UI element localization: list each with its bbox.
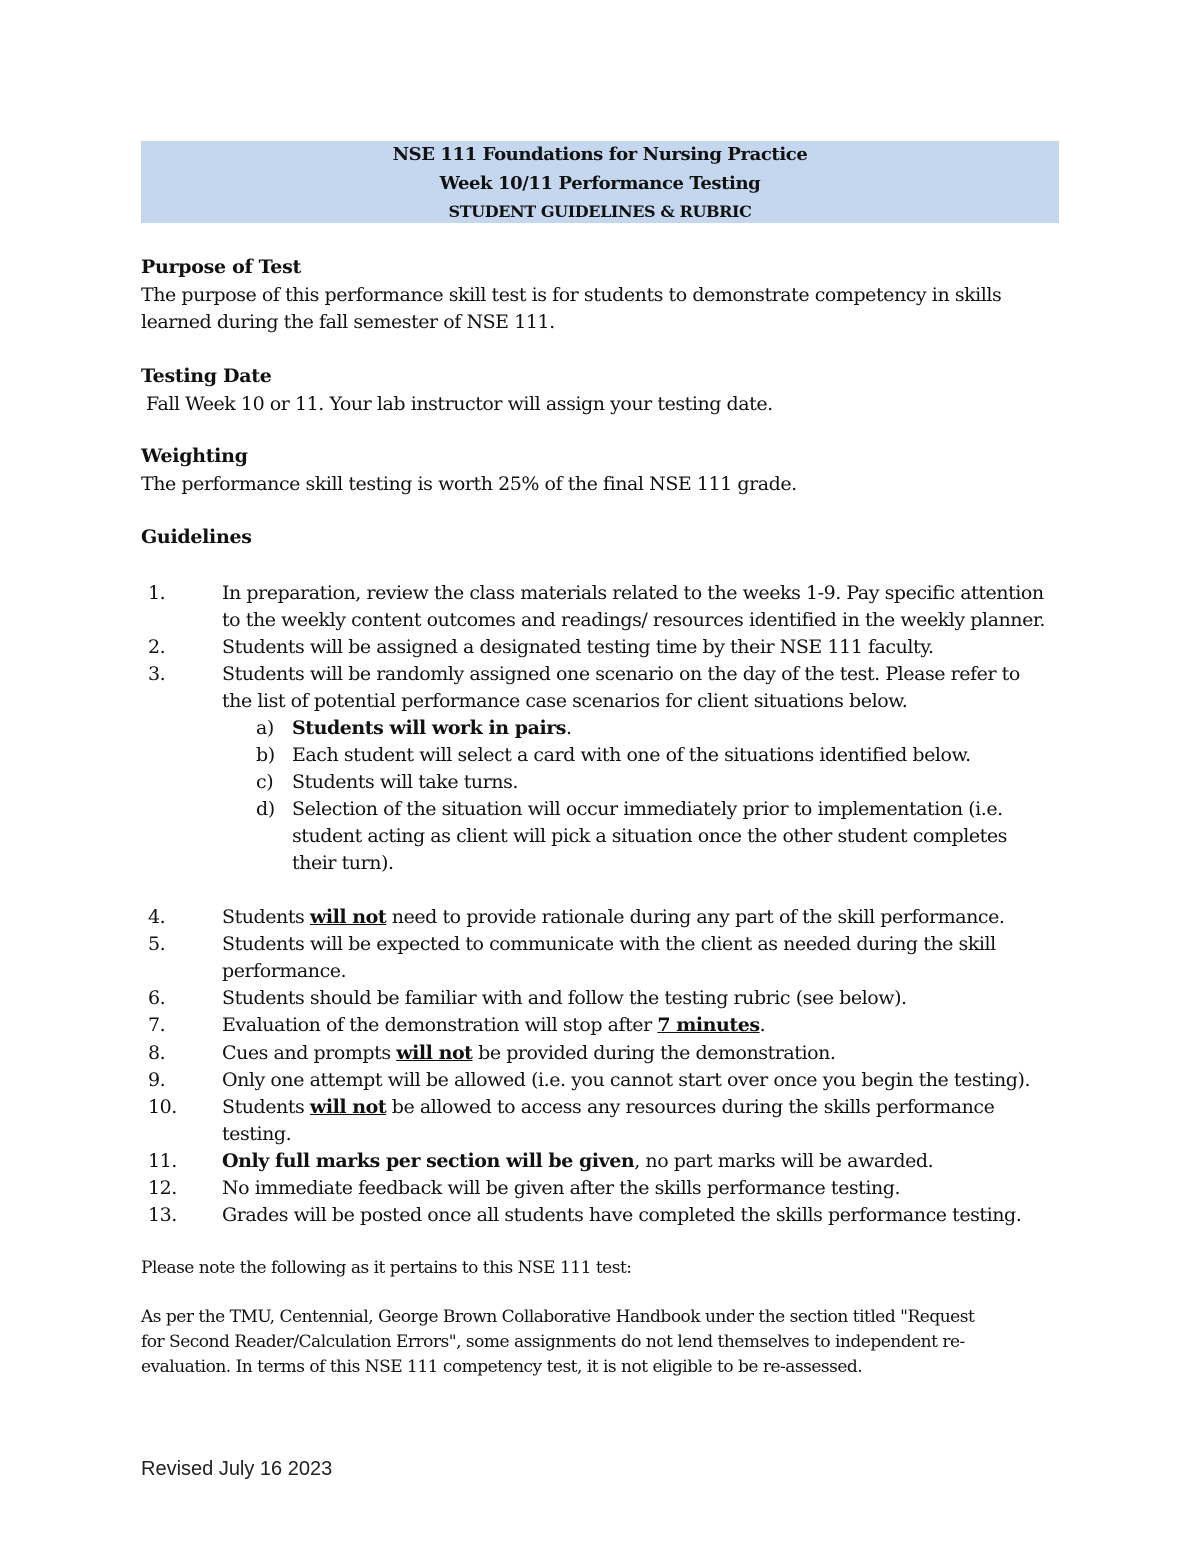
course-title: NSE 111 Foundations for Nursing Practice bbox=[392, 144, 808, 165]
item-text: Students will be randomly assigned one scenario on the day of the test. Please refer to bbox=[222, 663, 1020, 685]
item-number: 7. bbox=[148, 1014, 166, 1036]
testing-date-heading: Testing Date bbox=[141, 365, 272, 387]
item-number: 9. bbox=[148, 1069, 166, 1091]
item-text: performance. bbox=[222, 960, 347, 982]
note-line: evaluation. In terms of this NSE 111 competency test, it is not eligible to be re-assessed. bbox=[141, 1357, 863, 1377]
item-text bbox=[222, 1094, 1062, 1121]
item-text-rest: . bbox=[566, 717, 572, 739]
item-text-post: need to provide rationale during any part of the skill performance. bbox=[386, 906, 1005, 928]
note-line: As per the TMU, Centennial, George Brown Collaborative Handbook under the section titled "Request bbox=[141, 1307, 975, 1327]
item-text: Each student will select a card with one of the situations identified below. bbox=[292, 744, 971, 766]
item-letter: c) bbox=[256, 771, 274, 793]
item-number: 1. bbox=[148, 582, 166, 604]
bold-text: Only full marks per section will be given bbox=[222, 1150, 635, 1172]
item-text-pre: Students bbox=[222, 906, 310, 928]
item-number: 3. bbox=[148, 663, 166, 685]
guidelines-heading: Guidelines bbox=[141, 526, 252, 548]
purpose-heading: Purpose of Test bbox=[141, 256, 301, 278]
note-line: for Second Reader/Calculation Errors", some assignments do not lend themselves to independent re- bbox=[141, 1332, 965, 1352]
item-text: the list of potential performance case scenarios for client situations below. bbox=[222, 690, 908, 712]
item-text: to the weekly content outcomes and readings/ resources identified in the weekly planner. bbox=[222, 609, 1046, 631]
item-text: Selection of the situation will occur immediately prior to implementation (i.e. bbox=[292, 798, 1003, 820]
purpose-text bbox=[141, 282, 1051, 336]
item-text-rest: , no part marks will be awarded. bbox=[634, 1150, 934, 1172]
item-text bbox=[292, 715, 1032, 742]
item-number: 13. bbox=[148, 1204, 177, 1226]
item-number: 6. bbox=[148, 987, 166, 1009]
item-text bbox=[222, 1040, 1062, 1067]
weighting-heading: Weighting bbox=[141, 445, 248, 467]
purpose-line-1: The purpose of this performance skill test is for students to demonstrate competency in skills bbox=[141, 284, 1002, 306]
item-text bbox=[222, 1012, 1062, 1039]
item-number: 5. bbox=[148, 933, 166, 955]
item-text: testing. bbox=[222, 1123, 292, 1145]
item-text-post: . bbox=[759, 1014, 766, 1036]
item-text-pre: Cues and prompts bbox=[222, 1042, 397, 1064]
weighting-text: The performance skill testing is worth 25% of the final NSE 111 grade. bbox=[141, 473, 797, 495]
item-text bbox=[222, 1148, 1062, 1175]
emphasis-text: will not bbox=[309, 1096, 387, 1118]
bold-text: Students will work in pairs bbox=[292, 717, 567, 739]
item-text: Students will take turns. bbox=[292, 771, 518, 793]
item-number: 8. bbox=[148, 1042, 166, 1064]
item-letter: a) bbox=[256, 717, 274, 739]
item-number: 11. bbox=[148, 1150, 177, 1172]
emphasis-text: will not bbox=[396, 1042, 473, 1064]
item-number: 4. bbox=[148, 906, 166, 928]
revision-footer: Revised July 16 2023 bbox=[141, 1458, 333, 1480]
testing-date-text: Fall Week 10 or 11. Your lab instructor will assign your testing date. bbox=[146, 393, 773, 415]
note-intro: Please note the following as it pertains to this NSE 111 test: bbox=[141, 1258, 632, 1278]
item-text: Students will be expected to communicate with the client as needed during the skill bbox=[222, 933, 996, 955]
emphasis-text: will not bbox=[309, 906, 387, 928]
item-text-pre: Evaluation of the demonstration will stop after bbox=[222, 1014, 658, 1036]
document-subtitle: STUDENT GUIDELINES & RUBRIC bbox=[448, 202, 752, 221]
item-letter: d) bbox=[256, 798, 275, 820]
item-text: Students should be familiar with and follow the testing rubric (see below). bbox=[222, 987, 907, 1009]
item-number: 12. bbox=[148, 1177, 177, 1199]
item-number: 2. bbox=[148, 636, 166, 658]
emphasis-text: 7 minutes bbox=[657, 1014, 760, 1036]
purpose-line-2: learned during the fall semester of NSE 111. bbox=[141, 311, 555, 333]
item-text bbox=[222, 904, 1062, 931]
item-text: their turn). bbox=[292, 852, 394, 874]
item-number: 10. bbox=[148, 1096, 177, 1118]
item-text: In preparation, review the class materials related to the weeks 1-9. Pay specific attention bbox=[222, 582, 1044, 604]
item-text-post: be allowed to access any resources during the skills performance bbox=[386, 1096, 995, 1118]
test-title: Week 10/11 Performance Testing bbox=[439, 172, 761, 194]
item-text-pre: Students bbox=[222, 1096, 310, 1118]
item-text: Only one attempt will be allowed (i.e. you cannot start over once you begin the testing). bbox=[222, 1069, 1031, 1091]
item-text-post: be provided during the demonstration. bbox=[472, 1042, 836, 1064]
item-text: Students will be assigned a designated testing time by their NSE 111 faculty. bbox=[222, 636, 934, 658]
item-text: No immediate feedback will be given after the skills performance testing. bbox=[222, 1177, 901, 1199]
note-paragraph bbox=[141, 1305, 1041, 1380]
item-text: Grades will be posted once all students have completed the skills performance testing. bbox=[222, 1204, 1022, 1226]
item-text: student acting as client will pick a situation once the other student completes bbox=[292, 825, 1007, 847]
item-letter: b) bbox=[256, 744, 275, 766]
title-banner bbox=[141, 141, 1059, 223]
